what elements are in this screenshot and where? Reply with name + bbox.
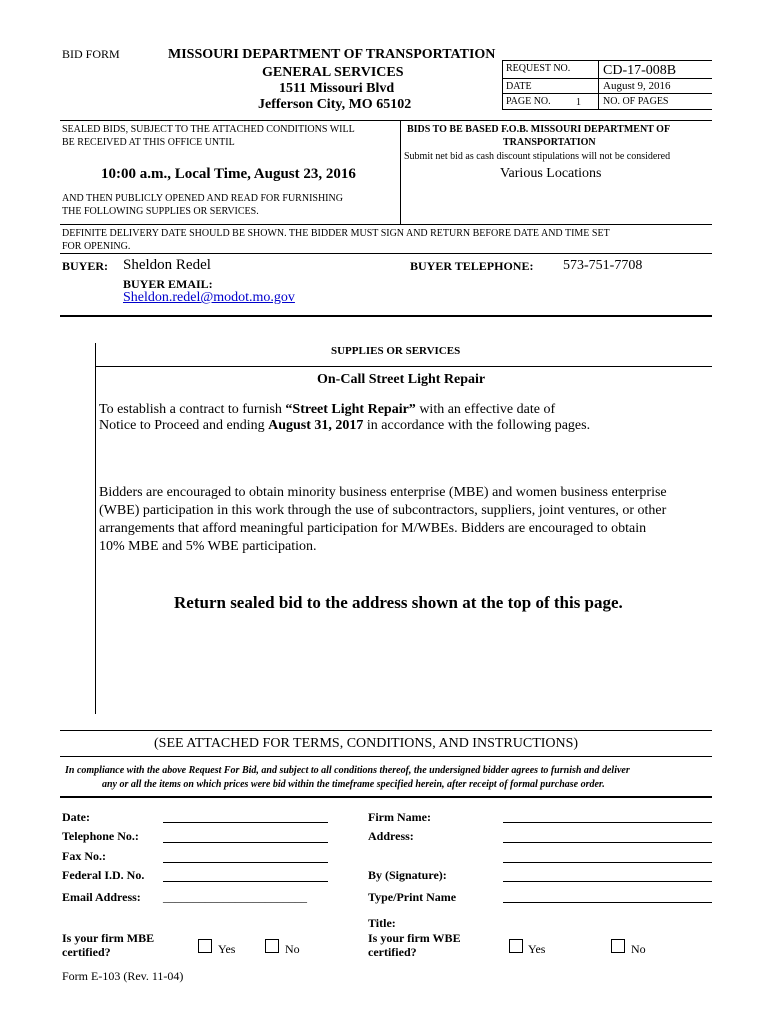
firm-name-label: Firm Name: <box>368 810 431 824</box>
sealed-bids-line2: BE RECEIVED AT THIS OFFICE UNTIL <box>62 137 235 148</box>
no-of-pages-label: NO. OF PAGES <box>603 96 669 107</box>
mbe-question-line1: Is your firm MBE <box>62 931 155 945</box>
federal-id-field[interactable] <box>163 881 328 882</box>
sealed-bids-line3: AND THEN PUBLICLY OPENED AND READ FOR FURNISHING <box>62 193 343 204</box>
address-city: Jefferson City, MO 65102 <box>258 97 412 112</box>
buyer-email-link[interactable]: Sheldon.redel@modot.mo.gov <box>123 290 295 305</box>
form-id: Form E-103 (Rev. 11-04) <box>62 969 184 983</box>
buyer-telephone: 573-751-7708 <box>563 258 643 273</box>
fob-line1: BIDS TO BE BASED F.O.B. MISSOURI DEPARTMENT OF <box>407 124 671 135</box>
sealed-bids-line4: THE FOLLOWING SUPPLIES OR SERVICES. <box>62 206 259 217</box>
mbe-paragraph-line3: arrangements that afford meaningful participation for M/WBEs. Bidders are encouraged to obtain <box>99 521 647 536</box>
scope-text-a: To establish a contract to furnish <box>99 402 286 417</box>
firm-address-label: Address: <box>368 829 414 843</box>
fob-location: Various Locations <box>500 166 602 181</box>
buyer-label: BUYER: <box>62 259 109 273</box>
mbe-no-checkbox[interactable] <box>265 939 279 953</box>
title-label: Title: <box>368 916 396 930</box>
bidder-date-label: Date: <box>62 810 90 824</box>
request-date: August 9, 2016 <box>603 80 671 92</box>
bidder-email-field[interactable]: ________________________ <box>163 890 307 904</box>
agency-name: MISSOURI DEPARTMENT OF TRANSPORTATION <box>168 47 496 62</box>
fob-line2: TRANSPORTATION <box>503 137 596 148</box>
delivery-line2: FOR OPENING. <box>62 241 131 252</box>
mbe-yes-checkbox[interactable] <box>198 939 212 953</box>
bidder-fax-label: Fax No.: <box>62 849 106 863</box>
sealed-bids-line1: SEALED BIDS, SUBJECT TO THE ATTACHED CONDITIONS WILL <box>62 124 355 135</box>
compliance-line1: In compliance with the above Request For Bid, and subject to all conditions thereof, the undersigned bidder agrees to furnish and deliver <box>65 765 630 776</box>
wbe-no-label: No <box>631 942 646 956</box>
mbe-question-line2: certified? <box>62 945 111 959</box>
scope-line2 <box>99 418 590 434</box>
division-name: GENERAL SERVICES <box>262 65 404 80</box>
mbe-paragraph-line4: 10% MBE and 5% WBE participation. <box>99 539 317 554</box>
firm-address-field-2[interactable] <box>503 862 712 863</box>
mbe-paragraph-line2: (WBE) participation in this work through the use of subcontractors, suppliers, joint ventures, or other <box>99 503 667 518</box>
request-no-label: REQUEST NO. <box>506 63 571 74</box>
mbe-paragraph-line1: Bidders are encouraged to obtain minority business enterprise (MBE) and women business enterprise <box>99 485 667 500</box>
return-bid-notice: Return sealed bid to the address shown at the top of this page. <box>174 593 623 612</box>
page-no: 1 <box>576 97 581 108</box>
buyer-name: Sheldon Redel <box>123 257 211 273</box>
services-title: On-Call Street Light Repair <box>317 372 486 387</box>
mbe-yes-label: Yes <box>218 942 236 956</box>
scope-line1 <box>99 402 555 418</box>
signature-label: By (Signature): <box>368 868 447 882</box>
bidder-email-label: Email Address: <box>62 890 141 904</box>
mbe-no-label: No <box>285 942 300 956</box>
page-no-label: PAGE NO. <box>506 96 551 107</box>
compliance-line2: any or all the items on which prices were bid within the timeframe specified herein, after receipt of formal purchase order. <box>102 779 605 790</box>
scope-text-d: Notice to Proceed and ending <box>99 418 269 433</box>
form-label: BID FORM <box>62 47 120 61</box>
wbe-question-line1: Is your firm WBE <box>368 931 461 945</box>
wbe-yes-checkbox[interactable] <box>509 939 523 953</box>
print-name-field[interactable] <box>503 902 712 903</box>
delivery-line1: DEFINITE DELIVERY DATE SHOULD BE SHOWN. THE BIDDER MUST SIGN AND RETURN BEFORE DATE AND TIME SET <box>62 228 610 239</box>
wbe-question-line2: certified? <box>368 945 417 959</box>
date-label: DATE <box>506 81 532 92</box>
bidder-fax-field[interactable] <box>163 862 328 863</box>
bidder-telephone-field[interactable] <box>163 842 328 843</box>
scope-end-date: August 31, 2017 <box>268 418 364 433</box>
buyer-email-label: BUYER EMAIL: <box>123 277 213 291</box>
buyer-telephone-label: BUYER TELEPHONE: <box>410 259 534 273</box>
bidder-telephone-label: Telephone No.: <box>62 829 139 843</box>
firm-name-field[interactable] <box>503 822 712 823</box>
bid-deadline: 10:00 a.m., Local Time, August 23, 2016 <box>101 166 356 182</box>
wbe-no-checkbox[interactable] <box>611 939 625 953</box>
federal-id-label: Federal I.D. No. <box>62 868 145 882</box>
supplies-heading: SUPPLIES OR SERVICES <box>331 345 461 357</box>
scope-text-f: in accordance with the following pages. <box>363 418 591 433</box>
signature-field[interactable] <box>503 881 712 882</box>
bidder-date-field[interactable] <box>163 822 328 823</box>
terms-reference: (SEE ATTACHED FOR TERMS, CONDITIONS, AND INSTRUCTIONS) <box>154 736 579 751</box>
request-no: CD-17-008B <box>603 63 677 78</box>
scope-item-name: “Street Light Repair” <box>285 402 416 417</box>
firm-address-field[interactable] <box>503 842 712 843</box>
wbe-yes-label: Yes <box>528 942 546 956</box>
address-street: 1511 Missouri Blvd <box>279 81 395 96</box>
print-name-label: Type/Print Name <box>368 890 457 904</box>
scope-text-c: with an effective date of <box>415 402 556 417</box>
fob-note: Submit net bid as cash discount stipulations will not be considered <box>404 151 671 162</box>
